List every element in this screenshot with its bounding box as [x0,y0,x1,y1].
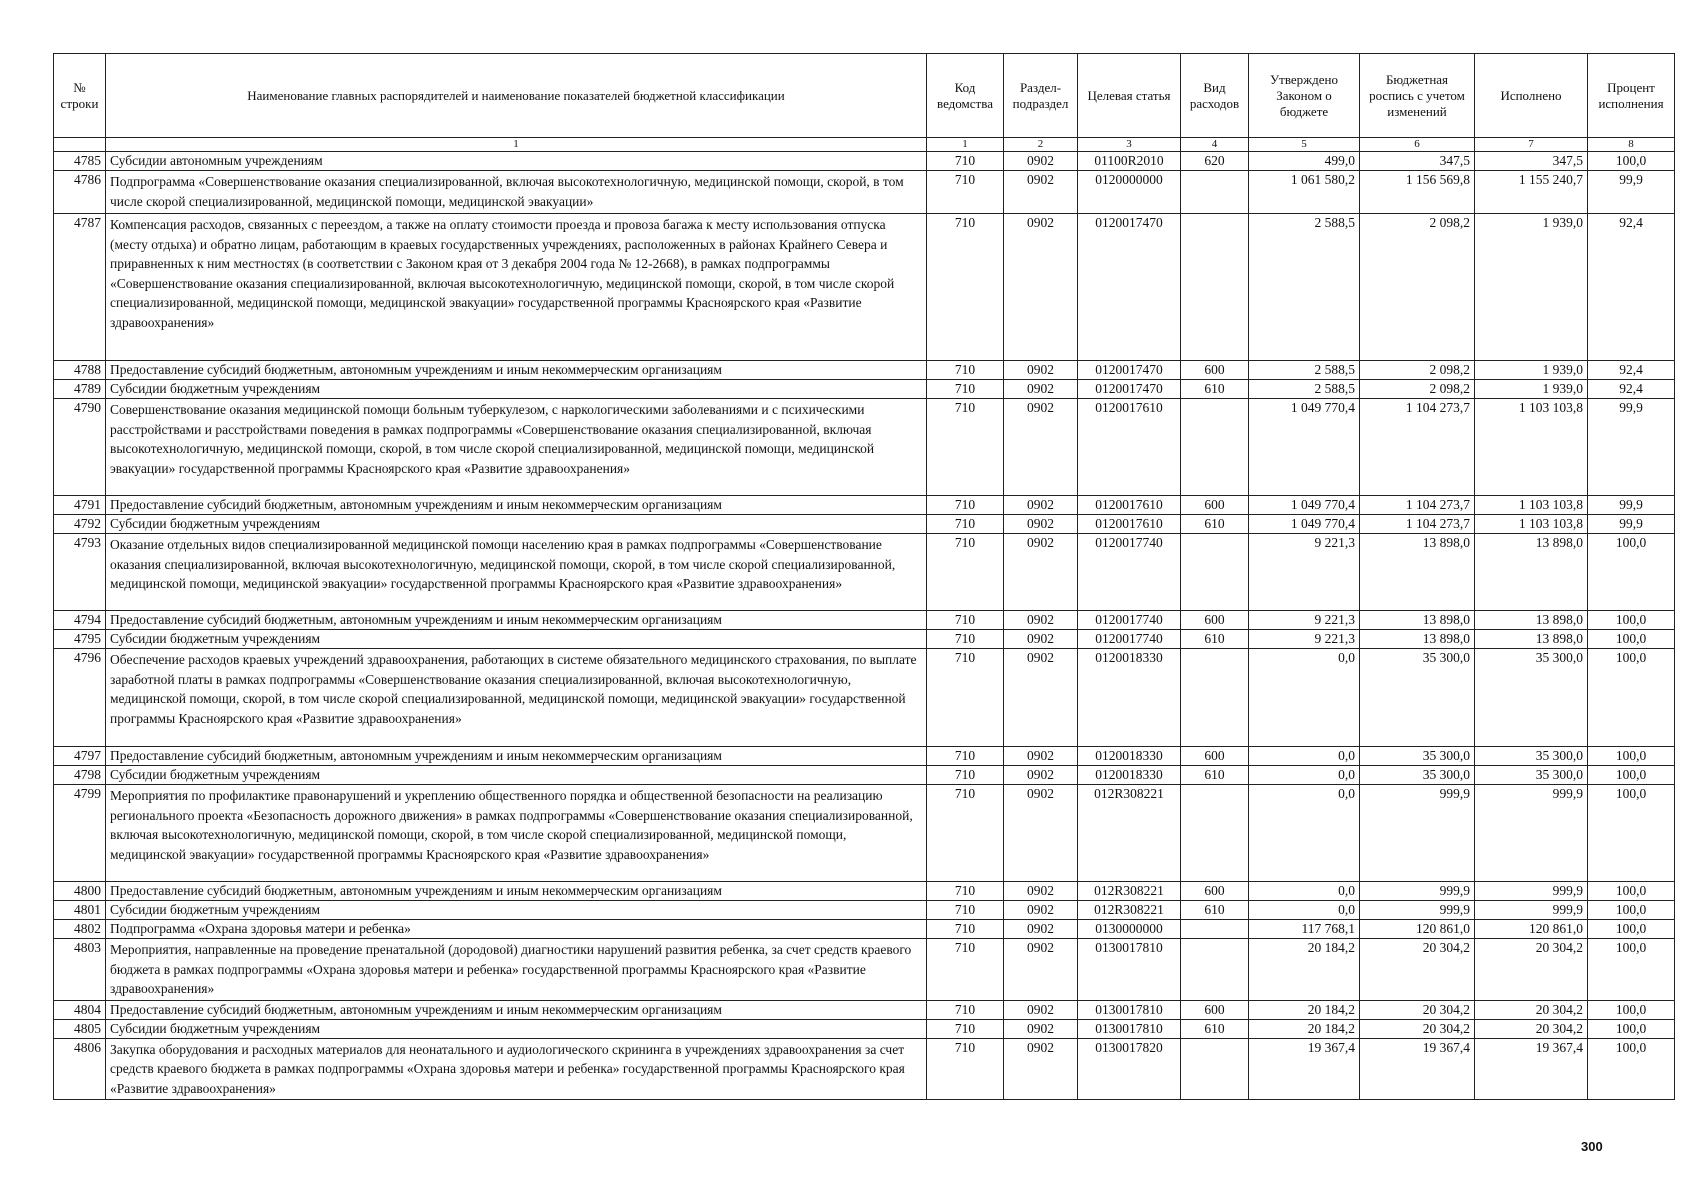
cell-section: 0902 [1004,515,1078,534]
cell-approved: 1 061 580,2 [1249,171,1360,214]
cell-expense-type: 600 [1181,882,1249,901]
cell-dept-code: 710 [927,361,1004,380]
column-index-cell: 8 [1588,138,1675,152]
cell-dept-code: 710 [927,611,1004,630]
cell-approved: 117 768,1 [1249,920,1360,939]
cell-percent: 100,0 [1588,1038,1675,1100]
cell-section: 0902 [1004,882,1078,901]
cell-name: Предоставление субсидий бюджетным, автономным учреждениям и иным некоммерческим организациям [106,882,927,901]
cell-executed: 999,9 [1475,785,1588,882]
cell-approved: 20 184,2 [1249,1000,1360,1019]
header-section: Раздел-подраздел [1004,54,1078,138]
cell-name: Предоставление субсидий бюджетным, автономным учреждениям и иным некоммерческим организациям [106,361,927,380]
cell-section: 0902 [1004,611,1078,630]
cell-expense-type: 600 [1181,1000,1249,1019]
cell-percent: 100,0 [1588,1019,1675,1038]
cell-name: Подпрограмма «Охрана здоровья матери и ребенка» [106,920,927,939]
cell-section: 0902 [1004,152,1078,171]
cell-expense-type: 610 [1181,515,1249,534]
cell-target-article: 0130017820 [1078,1038,1181,1100]
cell-percent: 100,0 [1588,766,1675,785]
cell-expense-type: 600 [1181,747,1249,766]
table-row [54,1038,1675,1100]
cell-row-no: 4802 [54,920,106,939]
table-row [54,361,1675,380]
cell-section: 0902 [1004,901,1078,920]
cell-expense-type: 610 [1181,380,1249,399]
cell-expense-type [1181,920,1249,939]
header-approved: Утверждено Законом о бюджете [1249,54,1360,138]
cell-row-no: 4799 [54,785,106,882]
cell-dept-code: 710 [927,766,1004,785]
table-row [54,1019,1675,1038]
cell-approved: 9 221,3 [1249,534,1360,611]
table-row [54,920,1675,939]
cell-percent: 100,0 [1588,152,1675,171]
header-executed: Исполнено [1475,54,1588,138]
cell-budget-schedule: 120 861,0 [1360,920,1475,939]
column-index-cell: 4 [1181,138,1249,152]
cell-row-no: 4786 [54,171,106,214]
cell-percent: 100,0 [1588,920,1675,939]
cell-section: 0902 [1004,920,1078,939]
cell-target-article: 0130017810 [1078,1019,1181,1038]
cell-name: Субсидии бюджетным учреждениям [106,1019,927,1038]
cell-percent: 100,0 [1588,1000,1675,1019]
column-index-cell: 6 [1360,138,1475,152]
column-index-cell: 3 [1078,138,1181,152]
cell-percent: 100,0 [1588,901,1675,920]
table-row [54,515,1675,534]
cell-name: Компенсация расходов, связанных с переездом, а также на оплату стоимости проезда и провоза багажа к месту использования отпуска (месту отдыха) и обратно лицам, работающим в краевых государственных учреждениях, расположенных в районах Крайнего Севера и приравненных к ним местностях (в соответствии с Законом края от 3 декабря 2004 года № 12-2668), в рамках подпрограммы «Совершенствование оказания специализированной, включая высокотехнологичную, медицинской помощи, скорой, в том числе скорой специализированной, медицинской помощи, медицинской эвакуации» государственной программы Красноярского края «Развитие здравоохранения» [106,214,927,361]
table-row [54,1000,1675,1019]
cell-row-no: 4794 [54,611,106,630]
cell-dept-code: 710 [927,171,1004,214]
table-row [54,399,1675,496]
cell-approved: 499,0 [1249,152,1360,171]
cell-executed: 999,9 [1475,901,1588,920]
cell-target-article: 012R308221 [1078,882,1181,901]
cell-approved: 0,0 [1249,901,1360,920]
cell-approved: 2 588,5 [1249,380,1360,399]
cell-budget-schedule: 1 104 273,7 [1360,496,1475,515]
column-index-cell: 7 [1475,138,1588,152]
cell-executed: 1 103 103,8 [1475,515,1588,534]
cell-budget-schedule: 1 104 273,7 [1360,399,1475,496]
cell-budget-schedule: 20 304,2 [1360,939,1475,1001]
cell-expense-type: 610 [1181,766,1249,785]
cell-name: Субсидии автономным учреждениям [106,152,927,171]
cell-row-no: 4805 [54,1019,106,1038]
cell-row-no: 4800 [54,882,106,901]
cell-row-no: 4788 [54,361,106,380]
cell-executed: 35 300,0 [1475,747,1588,766]
header-percent: Процент исполнения [1588,54,1675,138]
cell-percent: 100,0 [1588,534,1675,611]
table-row [54,649,1675,747]
column-index-cell: 2 [1004,138,1078,152]
cell-executed: 1 103 103,8 [1475,496,1588,515]
cell-executed: 1 103 103,8 [1475,399,1588,496]
cell-expense-type [1181,939,1249,1001]
table-row [54,766,1675,785]
cell-executed: 19 367,4 [1475,1038,1588,1100]
cell-row-no: 4796 [54,649,106,747]
table-row [54,380,1675,399]
cell-expense-type [1181,1038,1249,1100]
cell-approved: 1 049 770,4 [1249,399,1360,496]
cell-expense-type: 610 [1181,1019,1249,1038]
cell-expense-type [1181,785,1249,882]
table-row [54,747,1675,766]
cell-dept-code: 710 [927,747,1004,766]
cell-executed: 20 304,2 [1475,1019,1588,1038]
cell-executed: 999,9 [1475,882,1588,901]
cell-budget-schedule: 35 300,0 [1360,766,1475,785]
table-row [54,214,1675,361]
cell-target-article: 0120000000 [1078,171,1181,214]
header-row-no: № строки [54,54,106,138]
cell-dept-code: 710 [927,399,1004,496]
cell-executed: 20 304,2 [1475,939,1588,1001]
cell-budget-schedule: 2 098,2 [1360,361,1475,380]
cell-section: 0902 [1004,785,1078,882]
cell-executed: 20 304,2 [1475,1000,1588,1019]
cell-approved: 0,0 [1249,747,1360,766]
cell-row-no: 4801 [54,901,106,920]
cell-executed: 13 898,0 [1475,534,1588,611]
cell-dept-code: 710 [927,630,1004,649]
cell-section: 0902 [1004,214,1078,361]
cell-section: 0902 [1004,1000,1078,1019]
cell-target-article: 0120017740 [1078,534,1181,611]
cell-dept-code: 710 [927,515,1004,534]
cell-expense-type: 610 [1181,630,1249,649]
cell-row-no: 4806 [54,1038,106,1100]
cell-row-no: 4795 [54,630,106,649]
cell-approved: 0,0 [1249,766,1360,785]
cell-budget-schedule: 13 898,0 [1360,534,1475,611]
cell-dept-code: 710 [927,152,1004,171]
cell-row-no: 4785 [54,152,106,171]
cell-name: Обеспечение расходов краевых учреждений здравоохранения, работающих в системе обязательного медицинского страхования, по выплате заработной платы в рамках подпрограммы «Совершенствование оказания специализированной, включая высокотехнологичную, медицинской помощи, скорой, в том числе скорой специализированной, медицинской помощи, медицинской эвакуации» государственной программы Красноярского края «Развитие здравоохранения» [106,649,927,747]
cell-target-article: 0120017740 [1078,630,1181,649]
cell-target-article: 012R308221 [1078,901,1181,920]
cell-name: Предоставление субсидий бюджетным, автономным учреждениям и иным некоммерческим организациям [106,496,927,515]
cell-approved: 0,0 [1249,882,1360,901]
cell-row-no: 4797 [54,747,106,766]
cell-budget-schedule: 1 156 569,8 [1360,171,1475,214]
cell-target-article: 0120017470 [1078,214,1181,361]
cell-percent: 100,0 [1588,649,1675,747]
cell-target-article: 0120017470 [1078,380,1181,399]
cell-percent: 100,0 [1588,785,1675,882]
cell-budget-schedule: 999,9 [1360,901,1475,920]
cell-target-article: 01100R2010 [1078,152,1181,171]
cell-approved: 1 049 770,4 [1249,496,1360,515]
cell-budget-schedule: 20 304,2 [1360,1019,1475,1038]
cell-section: 0902 [1004,534,1078,611]
cell-expense-type: 620 [1181,152,1249,171]
cell-dept-code: 710 [927,1019,1004,1038]
column-index-cell: 1 [106,138,927,152]
cell-section: 0902 [1004,630,1078,649]
cell-executed: 120 861,0 [1475,920,1588,939]
cell-approved: 20 184,2 [1249,1019,1360,1038]
cell-executed: 1 939,0 [1475,361,1588,380]
cell-budget-schedule: 35 300,0 [1360,747,1475,766]
cell-dept-code: 710 [927,1000,1004,1019]
cell-budget-schedule: 13 898,0 [1360,630,1475,649]
cell-row-no: 4792 [54,515,106,534]
cell-name: Совершенствование оказания медицинской помощи больным туберкулезом, с наркологическими заболеваниями и с психическими расстройствами и расстройствами поведения в рамках подпрограммы «Совершенствование оказания специализированной, включая высокотехнологичную, медицинской помощи, скорой, в том числе скорой специализированной, медицинской помощи, медицинской эвакуации» государственной программы Красноярского края «Развитие здравоохранения» [106,399,927,496]
cell-executed: 13 898,0 [1475,611,1588,630]
cell-approved: 9 221,3 [1249,630,1360,649]
cell-executed: 347,5 [1475,152,1588,171]
cell-name: Субсидии бюджетным учреждениям [106,515,927,534]
cell-expense-type [1181,399,1249,496]
cell-percent: 100,0 [1588,630,1675,649]
cell-dept-code: 710 [927,534,1004,611]
cell-target-article: 0120017610 [1078,399,1181,496]
cell-dept-code: 710 [927,214,1004,361]
cell-percent: 99,9 [1588,171,1675,214]
cell-name: Мероприятия, направленные на проведение пренатальной (дородовой) диагностики нарушений развития ребенка, за счет средств краевого бюджета в рамках подпрограммы «Охрана здоровья матери и ребенка» государственной программы Красноярского края «Развитие здравоохранения» [106,939,927,1001]
cell-name: Мероприятия по профилактике правонарушений и укреплению общественного порядка и общественной безопасности на реализацию регионального проекта «Безопасность дорожного движения» в рамках подпрограммы «Совершенствование оказания специализированной, включая высокотехнологичную, медицинской помощи, скорой, в том числе скорой специализированной, медицинской помощи, медицинской эвакуации» государственной программы Красноярского края «Развитие здравоохранения» [106,785,927,882]
cell-name: Предоставление субсидий бюджетным, автономным учреждениям и иным некоммерческим организациям [106,611,927,630]
header-dept-code: Код ведомства [927,54,1004,138]
cell-expense-type: 610 [1181,901,1249,920]
cell-percent: 92,4 [1588,361,1675,380]
cell-name: Субсидии бюджетным учреждениям [106,380,927,399]
cell-name: Закупка оборудования и расходных материалов для неонатального и аудиологического скрининга в учреждениях здравоохранения за счет средств краевого бюджета в рамках подпрограммы «Охрана здоровья матери и ребенка» государственной программы Красноярского края «Развитие здравоохранения» [106,1038,927,1100]
cell-percent: 92,4 [1588,214,1675,361]
cell-row-no: 4804 [54,1000,106,1019]
page-number: 300 [1581,1139,1603,1154]
header-expense-type: Вид расходов [1181,54,1249,138]
cell-expense-type: 600 [1181,611,1249,630]
column-index-row [54,138,1675,152]
header-target-article: Целевая статья [1078,54,1181,138]
cell-row-no: 4790 [54,399,106,496]
cell-dept-code: 710 [927,785,1004,882]
cell-name: Субсидии бюджетным учреждениям [106,901,927,920]
cell-dept-code: 710 [927,649,1004,747]
cell-budget-schedule: 999,9 [1360,882,1475,901]
table-row [54,611,1675,630]
cell-percent: 92,4 [1588,380,1675,399]
cell-row-no: 4787 [54,214,106,361]
cell-target-article: 0120017470 [1078,361,1181,380]
cell-budget-schedule: 2 098,2 [1360,214,1475,361]
cell-section: 0902 [1004,766,1078,785]
cell-section: 0902 [1004,1019,1078,1038]
cell-expense-type: 600 [1181,496,1249,515]
cell-percent: 100,0 [1588,747,1675,766]
cell-approved: 0,0 [1249,785,1360,882]
cell-section: 0902 [1004,399,1078,496]
cell-budget-schedule: 13 898,0 [1360,611,1475,630]
column-index-cell [54,138,106,152]
cell-dept-code: 710 [927,496,1004,515]
cell-row-no: 4791 [54,496,106,515]
table-row [54,496,1675,515]
cell-section: 0902 [1004,361,1078,380]
header-budget-schedule: Бюджетная роспись с учетом изменений [1360,54,1475,138]
cell-percent: 99,9 [1588,515,1675,534]
cell-budget-schedule: 19 367,4 [1360,1038,1475,1100]
cell-target-article: 0130017810 [1078,939,1181,1001]
cell-approved: 19 367,4 [1249,1038,1360,1100]
cell-name: Предоставление субсидий бюджетным, автономным учреждениям и иным некоммерческим организациям [106,747,927,766]
cell-expense-type [1181,171,1249,214]
cell-section: 0902 [1004,171,1078,214]
cell-expense-type [1181,649,1249,747]
cell-percent: 100,0 [1588,882,1675,901]
cell-target-article: 0120017610 [1078,496,1181,515]
cell-executed: 1 939,0 [1475,214,1588,361]
cell-percent: 100,0 [1588,611,1675,630]
table-row [54,785,1675,882]
cell-row-no: 4793 [54,534,106,611]
column-index-cell: 1 [927,138,1004,152]
cell-name: Подпрограмма «Совершенствование оказания специализированной, включая высокотехнологичную, медицинской помощи, скорой, в том числе скорой специализированной, медицинской помощи, медицинской эвакуации» [106,171,927,214]
cell-row-no: 4798 [54,766,106,785]
cell-percent: 99,9 [1588,496,1675,515]
cell-executed: 35 300,0 [1475,649,1588,747]
cell-budget-schedule: 1 104 273,7 [1360,515,1475,534]
cell-approved: 1 049 770,4 [1249,515,1360,534]
cell-budget-schedule: 20 304,2 [1360,1000,1475,1019]
cell-target-article: 0120018330 [1078,747,1181,766]
cell-executed: 35 300,0 [1475,766,1588,785]
cell-dept-code: 710 [927,920,1004,939]
table-row [54,882,1675,901]
cell-approved: 9 221,3 [1249,611,1360,630]
cell-budget-schedule: 347,5 [1360,152,1475,171]
cell-row-no: 4789 [54,380,106,399]
table-body [54,152,1675,1100]
cell-section: 0902 [1004,747,1078,766]
cell-section: 0902 [1004,1038,1078,1100]
cell-dept-code: 710 [927,901,1004,920]
cell-section: 0902 [1004,496,1078,515]
cell-dept-code: 710 [927,380,1004,399]
table-row [54,939,1675,1001]
cell-executed: 1 155 240,7 [1475,171,1588,214]
cell-expense-type [1181,534,1249,611]
table-row [54,171,1675,214]
cell-section: 0902 [1004,939,1078,1001]
cell-percent: 99,9 [1588,399,1675,496]
cell-name: Субсидии бюджетным учреждениям [106,766,927,785]
cell-name: Оказание отдельных видов специализированной медицинской помощи населению края в рамках подпрограммы «Совершенствование оказания специализированной, включая высокотехнологичную, медицинской помощи, скорой, в том числе скорой специализированной, медицинской помощи, медицинской эвакуации» государственной программы Красноярского края «Развитие здравоохранения» [106,534,927,611]
cell-budget-schedule: 999,9 [1360,785,1475,882]
cell-percent: 100,0 [1588,939,1675,1001]
table-row [54,901,1675,920]
table-row [54,534,1675,611]
cell-expense-type [1181,214,1249,361]
table-row [54,630,1675,649]
cell-name: Субсидии бюджетным учреждениям [106,630,927,649]
cell-dept-code: 710 [927,882,1004,901]
cell-executed: 1 939,0 [1475,380,1588,399]
cell-dept-code: 710 [927,939,1004,1001]
cell-section: 0902 [1004,649,1078,747]
cell-section: 0902 [1004,380,1078,399]
cell-name: Предоставление субсидий бюджетным, автономным учреждениям и иным некоммерческим организациям [106,1000,927,1019]
cell-approved: 0,0 [1249,649,1360,747]
cell-executed: 13 898,0 [1475,630,1588,649]
cell-target-article: 0130017810 [1078,1000,1181,1019]
cell-target-article: 0120017610 [1078,515,1181,534]
cell-approved: 2 588,5 [1249,361,1360,380]
cell-target-article: 0130000000 [1078,920,1181,939]
cell-budget-schedule: 35 300,0 [1360,649,1475,747]
cell-target-article: 0120017740 [1078,611,1181,630]
table-row [54,152,1675,171]
column-index-cell: 5 [1249,138,1360,152]
cell-target-article: 0120018330 [1078,766,1181,785]
cell-target-article: 0120018330 [1078,649,1181,747]
cell-approved: 2 588,5 [1249,214,1360,361]
budget-table [53,53,1675,1100]
header-name: Наименование главных распорядителей и наименование показателей бюджетной классификации [106,54,927,138]
cell-target-article: 012R308221 [1078,785,1181,882]
cell-expense-type: 600 [1181,361,1249,380]
cell-row-no: 4803 [54,939,106,1001]
table-header [54,54,1675,152]
cell-budget-schedule: 2 098,2 [1360,380,1475,399]
cell-approved: 20 184,2 [1249,939,1360,1001]
cell-dept-code: 710 [927,1038,1004,1100]
